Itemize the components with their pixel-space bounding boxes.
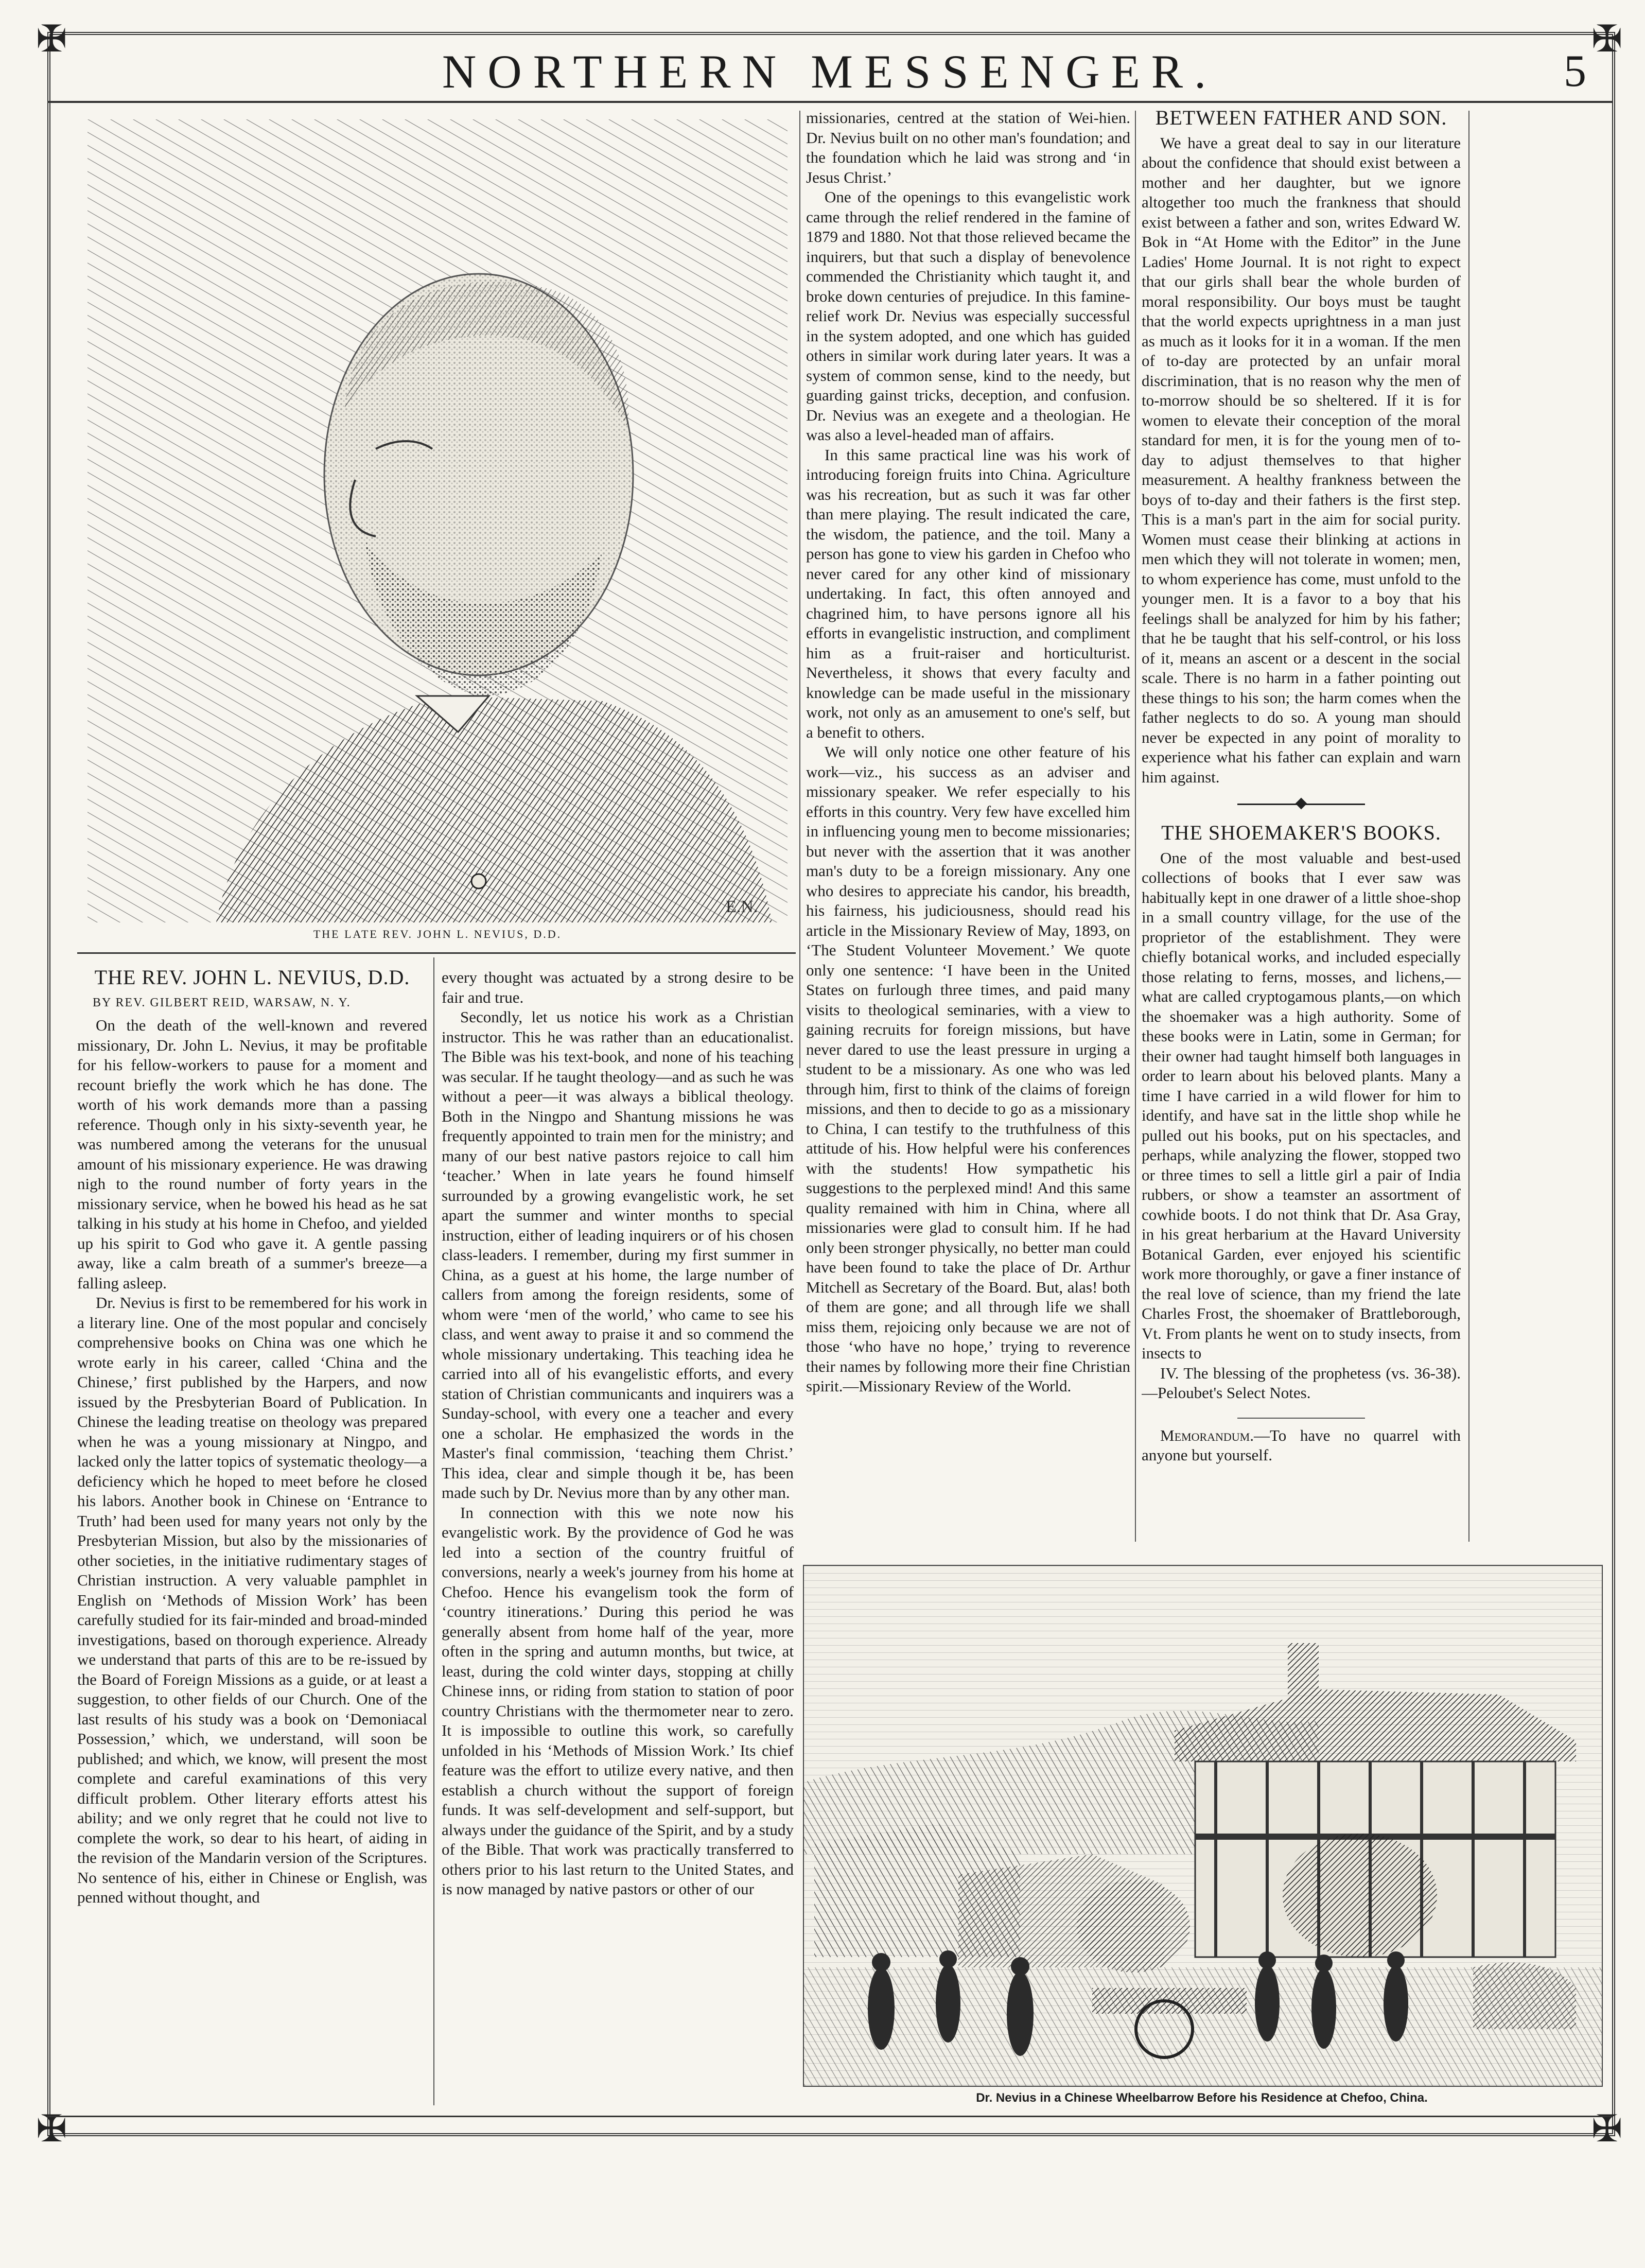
paragraph: One of the openings to this evangelistic work came through the relief rendered in the famine of 1879 and 1880. Not that those relieved became the inquirers, but that such a display of benevolence commended the Christianity which taught it, and broke down centuries of prejudice. In this famine-relief work Dr. Nevius was especially successful in the system adopted, and one which has guided others in similar work during later years. It was a system of common sense, kind to the needy, but guarding gainst tricks, deception, and confusion. Dr. Nevius was an exegete and a theologian. He was also a level-headed man of affairs. [806, 188, 1130, 444]
article-column-1 [77, 968, 427, 2110]
memorandum-text: —To have no quarrel with anyone but yourself. [1142, 1426, 1461, 1464]
engraving-caption: Dr. Nevius in a Chinese Wheelbarrow Before his Residence at Chefoo, China. [976, 2091, 1428, 2105]
article-heading: BETWEEN FATHER AND SON. [1155, 108, 1447, 129]
article-byline: BY REV. GILBERT REID, WARSAW, N. Y. [93, 996, 351, 1009]
section-divider [1142, 796, 1461, 812]
memorandum [1142, 1426, 1461, 1466]
article-heading: THE SHOEMAKER'S BOOKS. [1161, 821, 1441, 844]
corner-ornament-icon: ✠ [36, 19, 67, 60]
paragraph: every thought was actuated by a strong desire to be fair and true. [442, 968, 794, 1006]
article-column-2 [442, 968, 794, 2110]
portrait-caption: THE LATE REV. JOHN L. NEVIUS, D.D. [313, 928, 562, 940]
newspaper-title: NORTHERN MESSENGER. [442, 45, 1218, 98]
paragraph: In this same practical line was his work of introducing foreign fruits into China. Agriculture was his recreation, but as such it was far other than mere playing. The result indicated the care, the wisdom, the patience, and the toil. Many a person has gone to view his garden in Chefoo who never cared for any other kind of missionary undertaking. In fact, this often annoyed and chagrined him, to have persons ignore all his efforts in evangelistic instruction, and compliment him as a fruit-raiser and horticulturist. Nevertheless, it shows that every faculty and knowledge can be made useful in the missionary work, not only as an amusement to one's self, but a benefit to others. [806, 445, 1130, 741]
masthead [47, 40, 1612, 103]
portrait-image [87, 119, 787, 922]
residence-image [804, 1566, 1602, 2086]
paragraph: Dr. Nevius is first to be remembered for his work in a literary line. One of the most popular and concisely comprehensive books on China was one which he wrote early in his career, called ‘China and the Chinese,’ first published by the Harpers, and now issued by the Presbyterian Board of Publication. In Chinese the leading treatise on theology was prepared when he was a young missionary at Ningpo, and lacked only the latter topics of systematic theology—a deficiency which he hoped to meet before he closed his labors. Another book in Chinese on ‘Entrance to Truth’ had been used for many years not only by the Presbyterian Mission, but also by the missionaries of other societies, in the initiative rudimentary stages of Christian instruction. A very valuable pamphlet in English on ‘Methods of Mission Work’ has been carefully studied for its fair-minded and broad-minded investigations, based on thorough experience. Already we understand that parts of this are to be re-issued by the Board of Foreign Missions as a guide, or at least a suggestion, to other fields of our Church. One of the last results of his study was a book on ‘Demoniacal Possession,’ which, we understand, will soon be published; and which, we know, will present the most complete and careful examinations of this very difficult problem. Other literary efforts attest his ability; and we only regret that he could not live to complete the work, so dear to his heart, of aiding in the revision of the Mandarin version of the Scriptures. No sentence of his, either in Chinese or English, was penned without thought, and [77, 1294, 427, 1906]
article-column-4 [1142, 108, 1461, 1555]
paragraph: In connection with this we note now his evangelistic work. By the providence of God he was led into a section of the country fruitful of conversions, nearly a week's journey from his home at Chefoo. Hence his evangelism took the form of ‘country itinerations.’ During this period he was generally absent from home half of the year, more often in the spring and autumn months, but twice, at least, during the cold winter days, stopping at chilly Chinese inns, or riding from station to station of poor country Christians with the thermometer near to zero. It is impossible to outline this work, so carefully unfolded in his ‘Methods of Mission Work.’ Its chief feature was the effort to utilize every native, and then establish a church without the support of foreign funds. It was self-development and self-support, but always under the guidance of the Spirit, and by a study of the Bible. That work was practically transferred to others prior to his last return to the United States, and is now managed by native pastors or other of our [442, 1503, 794, 1898]
article-column-3 [806, 108, 1130, 1544]
column-rule [1468, 111, 1469, 1542]
portrait-engraving [87, 119, 787, 922]
column-rule [433, 957, 434, 2105]
corner-ornament-icon: ✠ [1591, 19, 1623, 60]
page-number: 5 [1564, 46, 1586, 96]
memorandum-label: Memorandum. [1160, 1426, 1254, 1444]
paragraph: IV. The blessing of the prophetess (vs. 36-38).—Peloubet's Select Notes. [1142, 1364, 1461, 1402]
paragraph: We have a great deal to say in our literature about the confidence that should exist between a mother and her daughter, but we ignore altogether too much the frankness that should exist between a father and son, writes Edward W. Bok in “At Home with the Editor” in the June Ladies' Home Journal. It is not right to expect that our girls shall bear the whole burden of moral responsibility. Our boys must be taught that the world expects uprightness in a man just as much as it looks for it in a woman. If the men of to-day are protected by an unfair moral discrimination, that is no reason why the men of to-morrow should be so sheltered. If it is for women to elevate their conception of the moral standard for men, it is for the young men of to-day to adjust themselves to that higher measurement. A healthy frankness between the boys of to-day and their fathers is the first step. This is a man's part in the aim for social purity. Women must cease their blinking at actions in men which they will not tolerate in women; men, to whom experience has come, must unfold to the younger men. It is a favor to a boy that his feelings shall be analyzed for him by his father; that he be taught that his self-control, or his loss of it, means an ascent or a descent in the social scale. There is no harm in a father pointing out these things to his son; the harm comes when the father neglects to do so. A young man should never be expected in any point of morality to experience what his father can explain and warn him against. [1142, 133, 1461, 786]
paragraph: We will only notice one other feature of his work—viz., his success as an adviser and missionary speaker. We refer especially to his efforts in this country. Very few have excelled him in influencing young men to become missionaries; but never with the assertion that it was another man's duty to be a foreign missionary. Any one who desires to appreciate his candor, his breadth, his fairness, his judiciousness, should read his article in the Missionary Review of May, 1893, on ‘The Student Volunteer Movement.’ We quote only one sentence: ‘I have been in the United States on furlough three times, and paid many visits to theological seminaries, with a view to gaining recruits for foreign missions, but have never dared to use the least pressure in urging a student to be a missionary. As one who was led through him, first to think of the claims of foreign missions, and then to decide to go as a missionary to China, I can testify to the truthfulness of this attitude of his. How helpful were his conferences with the students! How sympathetic his suggestions to the perplexed mind! And this same quality remained with him in China, where all missionaries were glad to consult him. If he had only been stronger physically, no better man could have been found to take the place of Dr. Arthur Mitchell as Secretary of the Board. But, alas! both of them are gone; and all through life we shall miss them, rejoicing only because we are not of those ‘who have no hope,’ trying to reverence their names by following more their fine Christian spirit.—Missionary Review of the World. [806, 743, 1130, 1395]
column-rule [799, 111, 800, 1068]
column-rule [1135, 111, 1136, 1542]
short-rule [1237, 1412, 1365, 1419]
paragraph: Secondly, let us notice his work as a Christian instructor. This he was rather than an educationalist. The Bible was his text-book, and none of his teaching was secular. If he taught theology—and as such he was without a peer—it was always a biblical theology. Both in the Ningpo and Shantung missions he was frequently appointed to train men for the ministry; and many of our best native pastors rejoice to call him ‘teacher.’ When in late years he found himself surrounded by a growing evangelistic work, he set apart the summer and winter months to special instruction, either of leading inquirers or of his chosen class-leaders. I remember, during my first summer in China, as a guest at his home, the large number of callers from among the foreign residents, some of whom were ‘men of the world,’ who came to see his class, and went away to praise it and so commend the whole missionary undertaking. This teaching idea he carried into all of his evangelistic efforts, and every station of Christian communicants and inquirers was a Sunday-school, with every one a teacher and every one a scholar. He emphasized the words in the Master's final commission, ‘teaching them Christ.’ This idea, clear and simple though it be, has been made such by Dr. Nevius more than by any other man. [442, 1008, 794, 1502]
residence-engraving [803, 1565, 1603, 2087]
article-heading: THE REV. JOHN L. NEVIUS, D.D. [94, 968, 410, 989]
paragraph: missionaries, centred at the station of Wei-hien. Dr. Nevius built on no other man's foundation; and the foundation which he laid was strong and ‘in Jesus Christ.’ [806, 109, 1130, 186]
corner-ornament-icon: ✠ [36, 2108, 67, 2150]
corner-ornament-icon: ✠ [1591, 2108, 1623, 2150]
engraver-signature: E.N. [726, 897, 758, 916]
paragraph: One of the most valuable and best-used collections of books that I ever saw was habitually kept in one drawer of a little shoe-shop in a small country village, for the use of the proprietor of the establishment. They were chiefly botanical works, and included especially those relating to ferns, mosses, and lichens,—what are called cryptogamous plants,—on which the shoemaker was a high authority. Some of these books were in Latin, some in German; for their owner had taught himself both languages in order to learn about his beloved plants. Many a time I have carried in a wild flower for him to identify, and have sat in the little shop while he pulled out his books, put on his spectacles, and perhaps, while analyzing the flower, stopped two or three times to sell a little girl a pair of India rubbers, or show a teamster an assortment of cowhide boots. I do not think that Dr. Asa Gray, in his great herbarium at the Havard University Botanical Garden, ever enjoyed his scientific work more thoroughly, or gave a finer instance of the real love of science, than my friend the late Charles Frost, the shoemaker of Brattleborough, Vt. From plants he went on to study insects, from insects to [1142, 848, 1461, 1362]
paragraph: On the death of the well-known and revered missionary, Dr. John L. Nevius, it may be profitable for his fellow-workers to pause for a moment and recount briefly the work which he has done. The worth of his work demands more than a passing reference. Though only in his sixty-seventh year, he was numbered among the veterans for the unusual amount of his missionary experience. He was drawing nigh to the round number of forty years in the missionary service, when he bowed his head as he sat talking in his study at his home in Chefoo, and yielded up his spirit to God who gave it. A gentle passing away, like a calm breath of a summer's breeze—a falling asleep. [77, 1016, 427, 1292]
bottom-rule [47, 2116, 1612, 2117]
rule-under-portrait [77, 952, 796, 954]
